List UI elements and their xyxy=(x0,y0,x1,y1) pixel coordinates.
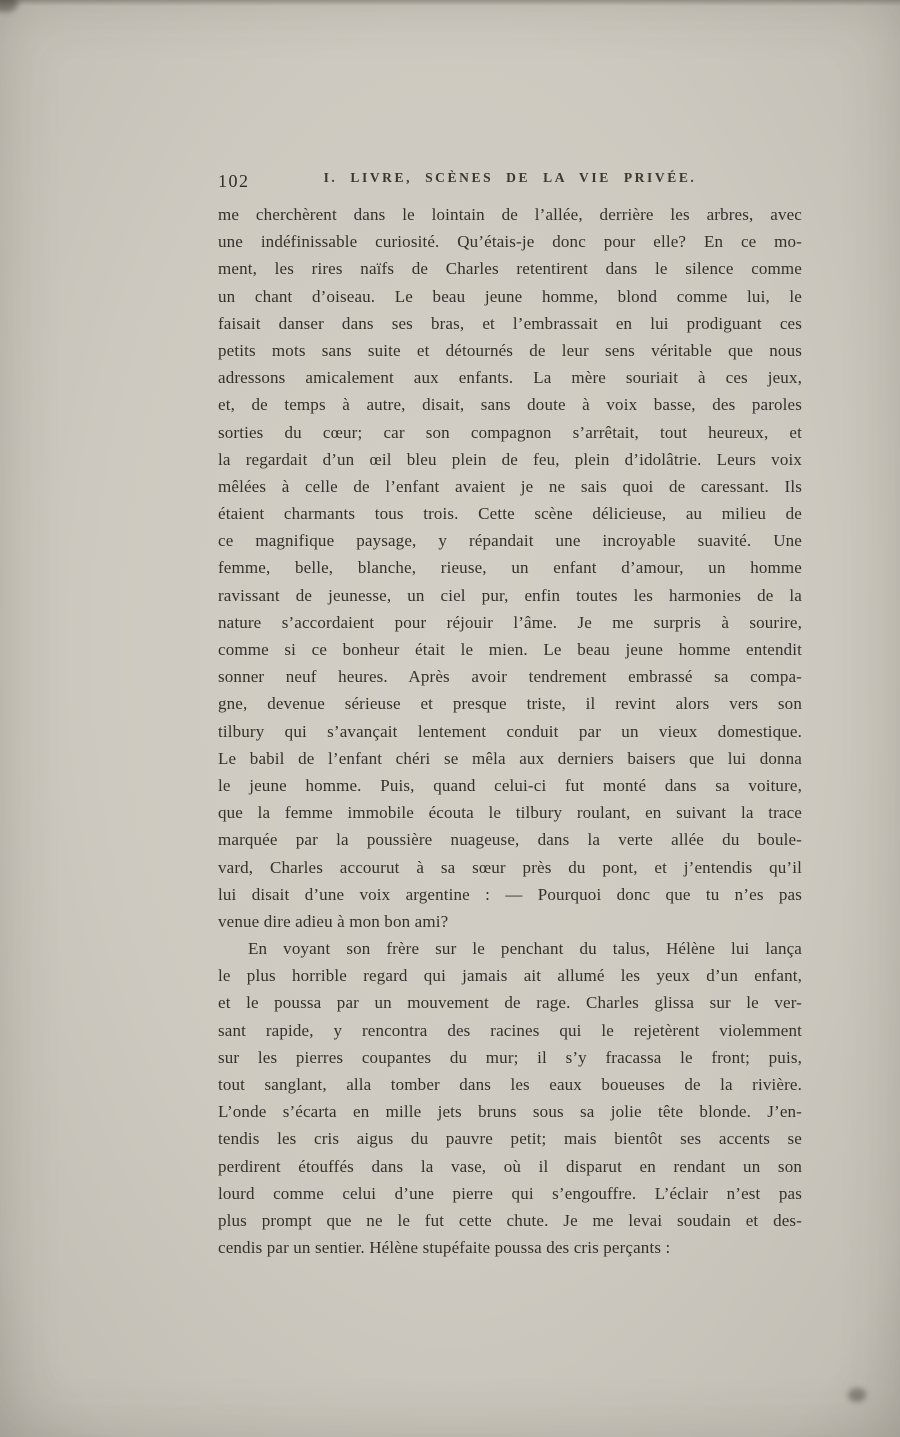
text-line: sur les pierres coupantes du mur; il s’y fracassa le front; puis, xyxy=(218,1047,802,1067)
text-line: Le babil de l’enfant chéri se mêla aux derniers baisers que lui donna xyxy=(218,748,802,768)
text-line: perdirent étouffés dans la vase, où il disparut en rendant un son xyxy=(218,1156,802,1176)
text-line: comme si ce bonheur était le mien. Le beau jeune homme entendit xyxy=(218,640,802,659)
body-text xyxy=(218,201,802,1261)
text-line: tilbury qui s’avançait lentement conduit par un vieux domestique. xyxy=(218,721,802,741)
text-line: plus prompt que ne le fut cette chute. Je me levai soudain et des- xyxy=(218,1210,802,1230)
text-line: sorties du cœur; car son compagnon s’arrêtait, tout heureux, et xyxy=(218,422,802,442)
page-header xyxy=(218,170,802,194)
text-line: ravissant de jeunesse, un ciel pur, enfin toutes les harmonies de la xyxy=(218,585,802,605)
text-line: petits mots sans suite et détournés de leur sens véritable que nous xyxy=(218,340,802,360)
text-line: la regardait d’un œil bleu plein de feu, plein d’idolâtrie. Leurs voix xyxy=(218,449,802,469)
text-line: étaient charmants tous trois. Cette scène délicieuse, au milieu de xyxy=(218,504,802,524)
scan-smudge xyxy=(0,0,18,12)
text-line: adressons amicalement aux enfants. La mère souriait à ces jeux, xyxy=(218,368,802,388)
text-line: tendis les cris aigus du pauvre petit; mais bientôt ses accents se xyxy=(218,1129,802,1149)
text-line: ce magnifique paysage, y répandait une incroyable suavité. Une xyxy=(218,531,802,551)
running-header: I. LIVRE, SCÈNES DE LA VIE PRIVÉE. xyxy=(323,170,697,185)
text-line: sonner neuf heures. Après avoir tendrement embrassé sa compa- xyxy=(218,667,802,687)
text-line: faisait danser dans ses bras, et l’embrassait en lui prodiguant ces xyxy=(218,313,802,333)
text-line: L’onde s’écarta en mille jets bruns sous sa jolie tête blonde. J’en- xyxy=(218,1102,802,1122)
text-line: une indéfinissable curiosité. Qu’étais-je donc pour elle? En ce mo- xyxy=(218,232,802,252)
text-line: et, de temps à autre, disait, sans doute à voix basse, des paroles xyxy=(218,395,802,415)
text-line: me cherchèrent dans le lointain de l’allée, derrière les arbres, avec xyxy=(218,205,802,224)
text-line: tout sanglant, alla tomber dans les eaux boueuses de la rivière. xyxy=(218,1075,802,1094)
text-line: vard, Charles accourut à sa sœur près du pont, et j’entendis qu’il xyxy=(218,857,802,877)
text-line: cendis par un sentier. Hélène stupéfaite poussa des cris perçants : xyxy=(218,1238,671,1258)
text-line: sant rapide, y rencontra des racines qui le rejetèrent violemment xyxy=(218,1020,802,1040)
text-line: un chant d’oiseau. Le beau jeune homme, blond comme lui, le xyxy=(218,286,802,306)
page-number: 102 xyxy=(218,171,250,191)
scan-edge-shadow xyxy=(0,0,900,6)
text-line: En voyant son frère sur le penchant du talus, Hélène lui lança xyxy=(248,939,802,959)
text-line: gne, devenue sérieuse et presque triste, il revint alors vers son xyxy=(218,694,802,714)
text-line: lui disait d’une voix argentine : — Pourquoi donc que tu n’es pas xyxy=(218,884,802,904)
text-line: le plus horrible regard qui jamais ait allumé les yeux d’un enfant, xyxy=(218,966,802,986)
text-line: mêlées à celle de l’enfant avaient je ne sais quoi de caressant. Ils xyxy=(218,476,802,496)
text-line: femme, belle, blanche, rieuse, un enfant d’amour, un homme xyxy=(218,558,802,578)
text-line: le jeune homme. Puis, quand celui-ci fut monté dans sa voiture, xyxy=(218,775,802,795)
text-line: et le poussa par un mouvement de rage. Charles glissa sur le ver- xyxy=(218,993,802,1013)
text-line: que la femme immobile écouta le tilbury roulant, en suivant la trace xyxy=(218,803,802,823)
scan-smudge xyxy=(848,1388,866,1402)
text-line: lourd comme celui d’une pierre qui s’engouffre. L’éclair n’est pas xyxy=(218,1183,802,1203)
text-line: marquée par la poussière nuageuse, dans la verte allée du boule- xyxy=(218,830,802,850)
text-line: ment, les rires naïfs de Charles retentirent dans le silence comme xyxy=(218,259,802,279)
text-line: venue dire adieu à mon bon ami? xyxy=(218,911,449,931)
text-line: nature s’accordaient pour réjouir l’âme. Je me surpris à sourire, xyxy=(218,612,802,632)
